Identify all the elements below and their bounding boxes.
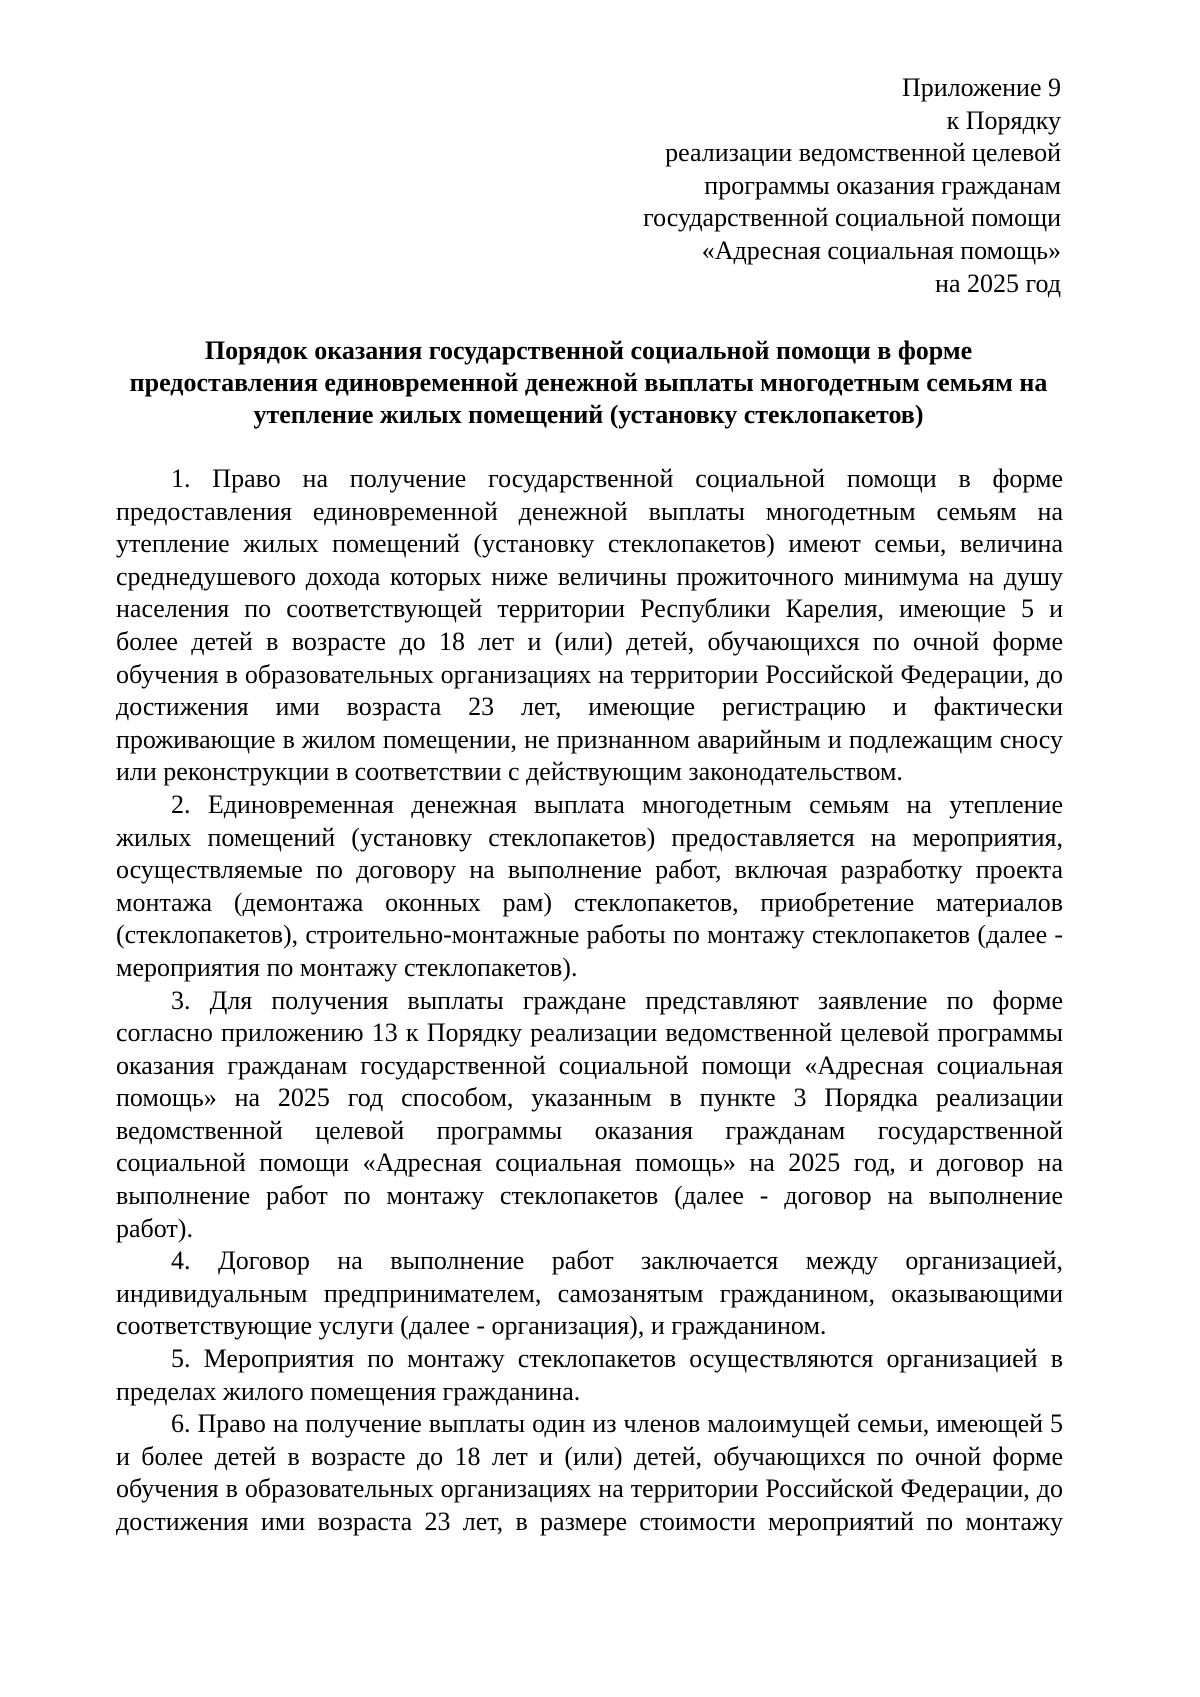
paragraph-1 xyxy=(116,463,1063,789)
paragraph-line: населения по соответствующей территории Республики Карелия, имеющие 5 и xyxy=(116,594,1063,624)
paragraph-line: выполнение работ по монтажу стеклопакетов (далее - договор на выполнение xyxy=(116,1181,1063,1211)
title-line: предоставления единовременной денежной выплаты многодетным семьям на xyxy=(129,368,1048,397)
paragraph-2 xyxy=(116,789,1063,985)
paragraph-line: утепление жилых помещений (установку стеклопакетов) имеют семьи, величина xyxy=(116,529,1063,559)
paragraph-line: обучения в образовательных организациях на территории Российской Федерации, до xyxy=(116,1474,1063,1504)
paragraph-line: ведомственной целевой программы оказания гражданам государственной xyxy=(116,1115,1063,1145)
appendix-header xyxy=(643,72,1061,300)
paragraph-line: 6. Право на получение выплаты один из членов малоимущей семьи, имеющей 5 xyxy=(171,1409,1063,1439)
paragraph-line: индивидуальным предпринимателем, самозанятым гражданином, оказывающими xyxy=(116,1278,1063,1308)
title-line: утепление жилых помещений (установку стеклопакетов) xyxy=(253,400,924,429)
paragraph-line: достижения ими возраста 23 лет, в размере стоимости мероприятий по монтажу xyxy=(116,1507,1063,1536)
appendix-line: государственной социальной помощи xyxy=(643,203,1061,233)
appendix-line: «Адресная социальная помощь» xyxy=(701,235,1061,265)
paragraph-line: жилых помещений (установку стеклопакетов) предоставляется на мероприятия, xyxy=(116,822,1063,852)
paragraph-line: более детей в возрасте до 18 лет и (или) детей, обучающихся по очной форме xyxy=(116,626,1063,656)
paragraph-line: проживающие в жилом помещении, не признанном аварийным и подлежащим сносу xyxy=(116,724,1063,754)
paragraph-line: предоставления единовременной денежной выплаты многодетным семьям на xyxy=(116,496,1063,526)
paragraph-line: (стеклопакетов), строительно-монтажные работы по монтажу стеклопакетов (далее - xyxy=(116,920,1063,950)
paragraph-line: 3. Для получения выплаты граждане представляют заявление по форме xyxy=(171,985,1063,1015)
paragraph-line: осуществляемые по договору на выполнение работ, включая разработку проекта xyxy=(116,855,1063,885)
appendix-line: на 2025 год xyxy=(935,268,1061,298)
paragraph-line: мероприятия по монтажу стеклопакетов). xyxy=(116,952,578,982)
paragraph-line: обучения в образовательных организациях на территории Российской Федерации, до xyxy=(116,659,1063,689)
paragraph-line: согласно приложению 13 к Порядку реализации ведомственной целевой программы xyxy=(116,1018,1063,1048)
paragraph-line: или реконструкции в соответствии с действующим законодательством. xyxy=(116,757,903,787)
paragraph-line: работ). xyxy=(116,1213,193,1243)
paragraph-line: социальной помощи «Адресная социальная помощь» на 2025 год, и договор на xyxy=(116,1148,1063,1178)
paragraph-line: 4. Договор на выполнение работ заключается между организацией, xyxy=(171,1246,1063,1276)
paragraph-3 xyxy=(116,985,1063,1246)
paragraph-4 xyxy=(116,1245,1063,1343)
paragraph-line: и более детей в возрасте до 18 лет и (или) детей, обучающихся по очной форме xyxy=(116,1441,1063,1471)
paragraph-line: оказания гражданам государственной социальной помощи «Адресная социальная xyxy=(116,1050,1063,1080)
document-title xyxy=(116,335,1061,431)
paragraph-line: монтажа (демонтажа оконных рам) стеклопакетов, приобретение материалов xyxy=(116,887,1063,917)
paragraph-6 xyxy=(116,1408,1063,1538)
paragraph-line: достижения ими возраста 23 лет, имеющие регистрацию и фактически xyxy=(116,692,1063,722)
appendix-line: реализации ведомственной целевой xyxy=(665,138,1061,168)
paragraph-line: 5. Мероприятия по монтажу стеклопакетов осуществляются организацией в xyxy=(171,1344,1063,1374)
paragraph-5 xyxy=(116,1343,1063,1408)
appendix-line: к Порядку xyxy=(946,105,1061,135)
title-line: Порядок оказания государственной социальной помощи в форме xyxy=(204,336,973,365)
paragraph-line: помощь» на 2025 год способом, указанным в пункте 3 Порядка реализации xyxy=(116,1083,1063,1113)
appendix-line: Приложение 9 xyxy=(901,73,1061,102)
paragraph-line: 2. Единовременная денежная выплата многодетным семьям на утепление xyxy=(171,789,1063,819)
paragraph-line: пределах жилого помещения гражданина. xyxy=(116,1376,581,1406)
document-body xyxy=(116,463,1063,1539)
appendix-line: программы оказания гражданам xyxy=(704,170,1061,200)
paragraph-line: 1. Право на получение государственной социальной помощи в форме xyxy=(171,464,1063,493)
paragraph-line: соответствующие услуги (далее - организация), и гражданином. xyxy=(116,1311,827,1341)
paragraph-line: среднедушевого дохода которых ниже величины прожиточного минимума на душу xyxy=(116,561,1063,591)
